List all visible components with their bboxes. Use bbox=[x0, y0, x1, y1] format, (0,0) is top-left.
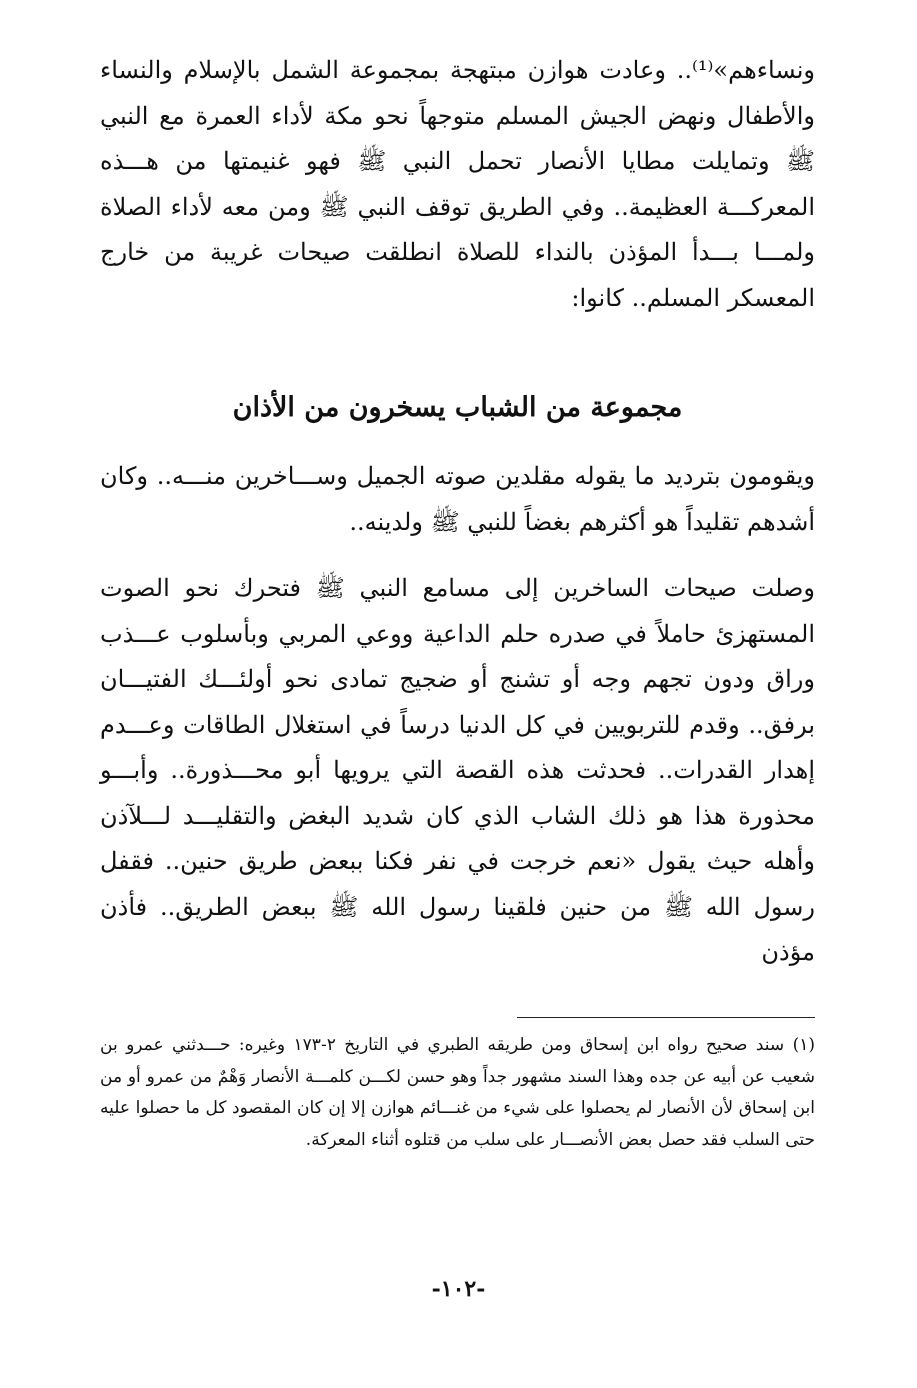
section-heading: مجموعة من الشباب يسخرون من الأذان bbox=[232, 392, 683, 423]
footnote: (١) سند صحيح رواه ابن إسحاق ومن طريقه الطبري في التاريخ ٢-١٧٣ وغيره: حـــدثني عمرو بن شعيب عن أبيه عن جده وهذا السند مشهور جداً وهو حسن لكـــن كلمـــة الأنصار وَهْمٌ من عمرو أو من ابن إسحاق لأن الأنصار لم يحصلوا على شيء من غنـــائم هوازن إلا إن كان المقصود كل ما حصلوا عليه حتى السلب فقد حصل بعض الأنصـــار على سلب من قتلوه أثناء المعركة. bbox=[100, 1035, 816, 1150]
paragraph-2: ويقومون بترديد ما يقوله مقلدين صوته الجميل وســـاخرين منـــه.. وكان أشدهم تقليداً هو أكثرهم بغضاً للنبي ﷺ ولدينه.. bbox=[100, 462, 815, 536]
footnote-divider bbox=[517, 1017, 815, 1018]
page-number: -١٠٢- bbox=[431, 1276, 486, 1302]
paragraph-3: وصلت صيحات الساخرين إلى مسامع النبي ﷺ فتحرك نحو الصوت المستهزئ حاملاً في صدره حلم الداعية ووعي المربي وبأسلوب عـــذب وراق ودون تجهم وجه أو تشنج أو ضجيج تمادى نحو أولئـــك الفتيـــان برفق.. وقدم للتربويين في كل الدنيا درساً في استغلال الطاقات وعـــدم إهدار القدرات.. فحدثت هذه القصة التي يرويها أبو محـــذورة.. وأبـــو محذورة هذا هو ذلك الشاب الذي كان شديد البغض والتقليـــد لـــلآذن وأهله حيث يقول «نعم خرجت في نفر فكنا ببعض طريق حنين.. فقفل رسول الله ﷺ من حنين فلقينا رسول الله ﷺ ببعض الطريق.. فأذن مؤذن bbox=[100, 574, 816, 966]
paragraph-1: ونساءهم»⁽¹⁾.. وعادت هوازن مبتهجة بمجموعة الشمل بالإسلام والنساء والأطفال ونهض الجيش المسلم متوجهاً نحو مكة لأداء العمرة مع النبي ﷺ وتمايلت مطايا الأنصار تحمل النبي ﷺ فهو غنيمتها من هـــذه المعركـــة العظيمة.. وفي الطريق توقف النبي ﷺ ومن معه لأداء الصلاة ولمـــا بـــدأ المؤذن بالنداء للصلاة انطلقت صيحات غريبة من خارج المعسكر المسلم.. كانوا: bbox=[100, 56, 815, 312]
